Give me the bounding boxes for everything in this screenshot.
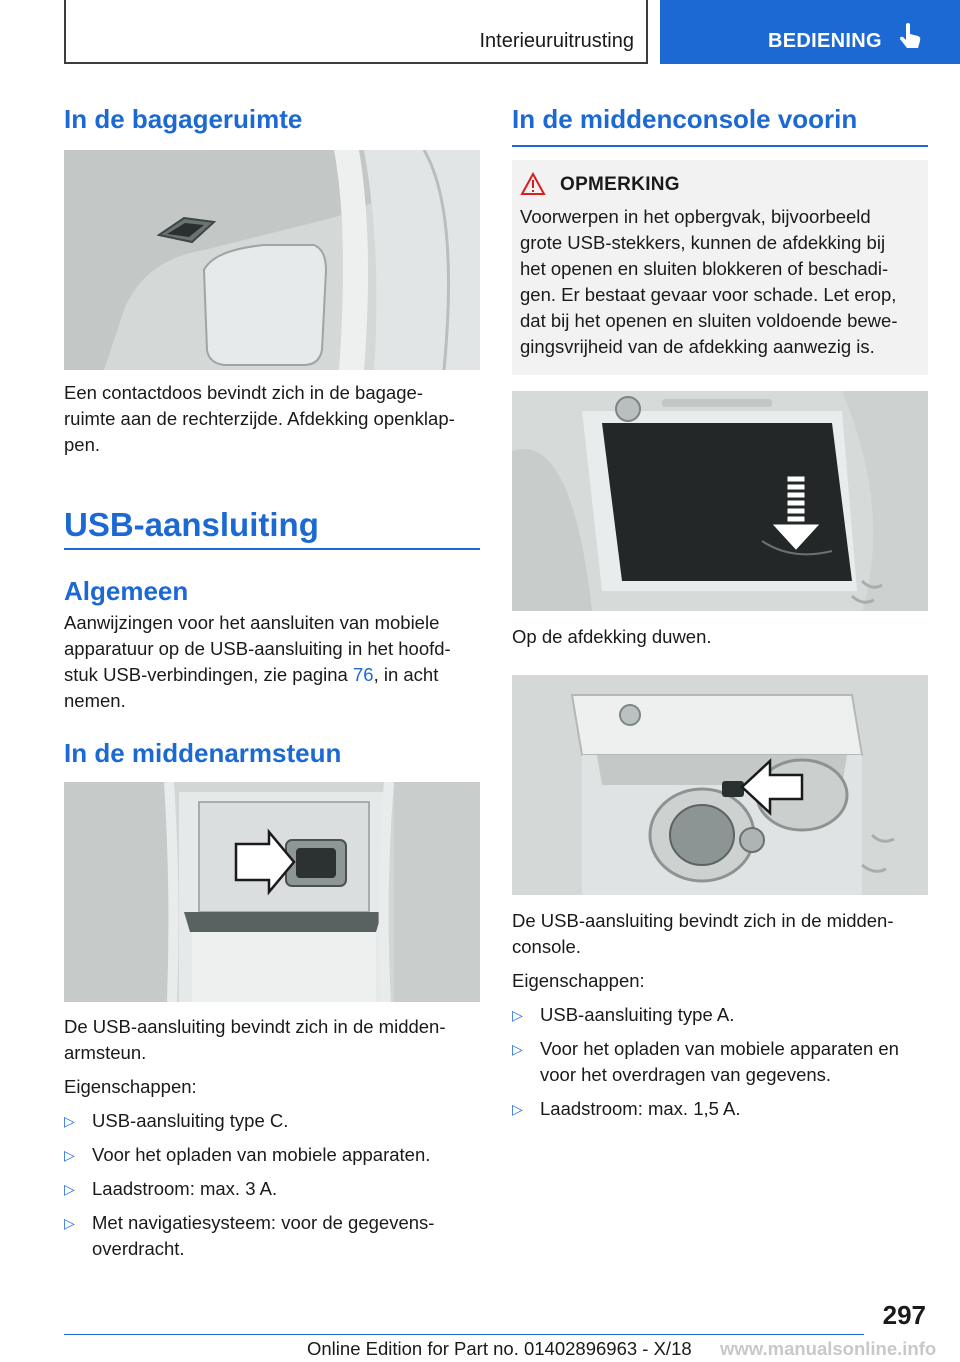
notice-text-line: het openen en sluiten blokkeren of beschadi- [520,258,889,279]
armrest-usb-image [64,782,480,1002]
list-item: ▷ Voor het opladen van mobiele apparaten. [64,1142,480,1168]
general-text-line: nemen. [64,690,126,711]
notice-text-line: dat bij het openen en sluiten voldoende bewe- [520,310,898,331]
notice-title: OPMERKING [560,174,680,195]
list-item: ▷ USB-aansluiting type C. [64,1108,480,1134]
luggage-text [64,380,480,458]
notice-text [520,204,924,360]
console-props-list [512,1002,928,1122]
watermark: www.manualsonline.info [720,1338,937,1359]
hand-pointer-icon [898,22,922,55]
general-text-line [64,662,480,688]
general-text-pre: stuk USB-verbindingen, zie pagina [64,664,353,685]
luggage-socket-image [64,150,480,370]
list-item: ▷ Laadstroom: max. 1,5 A. [512,1096,928,1122]
armrest-text-line: armsteun. [64,1042,147,1063]
triangle-right-icon: ▷ [64,1147,75,1163]
console-heading-rule [512,145,928,147]
luggage-heading: In de bagageruimte [64,104,303,134]
armrest-text-line: De USB-aansluiting bevindt zich in de midden- [64,1016,446,1037]
notice-box [512,160,928,375]
general-text [64,610,480,714]
console-heading: In de middenconsole voorin [512,104,858,134]
header-chapter-box [660,0,960,64]
list-item: ▷ Laadstroom: max. 3 A. [64,1176,480,1202]
armrest-text [64,1014,480,1270]
page-reference-link[interactable]: 76 [352,664,374,685]
triangle-right-icon: ▷ [512,1007,523,1023]
general-text-post: , in acht [373,664,439,685]
triangle-right-icon: ▷ [512,1041,523,1057]
luggage-text-line: ruimte aan de rechterzijde. Afdekking openklap- [64,408,455,429]
press-caption: Op de afdekking duwen. [512,626,712,647]
console-usb-image [512,675,928,895]
list-item: ▷ USB-aansluiting type A. [512,1002,928,1028]
triangle-right-icon: ▷ [64,1181,75,1197]
console-props-label: Eigenschappen: [512,970,645,991]
armrest-props-list [64,1108,480,1262]
header-section-box [64,0,648,64]
triangle-right-icon: ▷ [512,1101,523,1117]
armrest-props-label: Eigenschappen: [64,1076,197,1097]
luggage-text-line: Een contactdoos bevindt zich in de bagage- [64,382,423,403]
page-number: 297 [882,1300,926,1330]
usb-heading: USB-aansluiting [64,506,319,543]
header-section-title: Interieuruitrusting [479,30,634,52]
triangle-right-icon: ▷ [64,1113,75,1129]
triangle-right-icon: ▷ [64,1215,75,1231]
footer-rule [64,1334,864,1335]
console-text [512,908,928,1130]
notice-text-line: Voorwerpen in het opbergvak, bijvoorbeeld [520,206,871,227]
armrest-heading: In de middenarmsteun [64,738,342,768]
list-item: ▷ Voor het opladen van mobiele apparaten en voor het overdragen van gegevens. [512,1038,899,1085]
luggage-text-line: pen. [64,434,101,455]
footer-edition: Online Edition for Part no. 01402896963 - X/18 [307,1338,692,1359]
header-chapter-title: BEDIENING [768,30,882,52]
notice-text-line: grote USB-stekkers, kunnen de afdekking bij [520,232,886,253]
notice-text-line: gen. Er bestaat gevaar voor schade. Let erop, [520,284,897,305]
general-heading: Algemeen [64,576,189,606]
notice-text-line: gingsvrijheid van de afdekking aanwezig is. [520,336,875,357]
general-text-line: Aanwijzingen voor het aansluiten van mobiele [64,612,440,633]
general-text-line: apparatuur op de USB-aansluiting in het hoofd- [64,638,451,659]
warning-triangle-icon [520,172,546,201]
usb-heading-rule [64,548,480,550]
console-cover-image [512,391,928,611]
list-item: ▷ Met navigatiesysteem: voor de gegevens- overdracht. [64,1212,435,1259]
console-text-line: console. [512,936,581,957]
console-text-line: De USB-aansluiting bevindt zich in de midden- [512,910,894,931]
